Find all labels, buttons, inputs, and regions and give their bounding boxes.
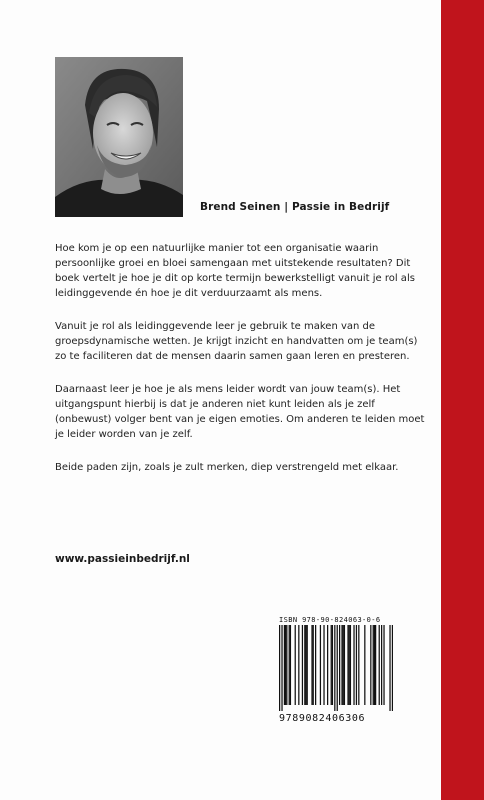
- barcode-bar: [332, 625, 333, 705]
- red-spine: [441, 0, 484, 800]
- author-photo: [55, 57, 183, 217]
- barcode-bar: [392, 625, 393, 711]
- author-name: Brend Seinen | Passie in Bedrijf: [200, 201, 390, 213]
- barcode-bar: [389, 625, 390, 711]
- blurb-paragraph-3: Daarnaast leer je hoe je als mens leider wordt van jouw team(s). Het uitgangspunt hierbij is dat je anderen niet kunt leiden als je zelf (onbewust) volger bent van je eigen emoties. Om anderen te leiden moet je leider worden van je zelf.: [55, 384, 425, 440]
- barcode-bar: [286, 625, 287, 705]
- barcode-bar: [320, 625, 321, 705]
- barcode-bar: [350, 625, 351, 705]
- barcode-bar: [353, 625, 354, 705]
- barcode-bar: [305, 625, 306, 705]
- barcode-bar: [370, 625, 371, 705]
- barcode-bar: [356, 625, 357, 705]
- barcode-bar: [358, 625, 359, 705]
- barcode-bar: [349, 625, 350, 705]
- barcode-bar: [383, 625, 384, 705]
- barcode-bar: [284, 625, 285, 705]
- barcode-bar: [298, 625, 299, 705]
- blurb-text: [55, 241, 427, 493]
- barcode-bar: [323, 625, 324, 705]
- barcode-bar: [373, 625, 374, 705]
- barcode-bar: [302, 625, 303, 705]
- barcode-digits: 9789082406306: [279, 713, 366, 724]
- barcode-bar: [315, 625, 316, 705]
- isbn-barcode: [279, 615, 393, 729]
- barcode-bar: [375, 625, 376, 705]
- barcode-bar: [281, 625, 282, 711]
- blurb-paragraph-2: Vanuit je rol als leidinggevende leer je gebruik te maken van de groepsdynamische wetten. Je krijgt inzicht en handvatten om je team(s) zo te faciliteren dat de mensen daarin samen gaan leren en presteren.: [55, 321, 418, 362]
- barcode-bar: [334, 625, 335, 711]
- barcode-bar: [347, 625, 348, 705]
- barcode-bar: [364, 625, 365, 705]
- barcode-bar: [343, 625, 344, 705]
- barcode-bar: [290, 625, 291, 705]
- barcode-bar: [381, 625, 382, 705]
- barcode-bar: [374, 625, 375, 705]
- barcode-bar: [295, 625, 296, 705]
- barcode-bar: [313, 625, 314, 705]
- barcode-bar: [307, 625, 308, 705]
- blurb-paragraph-4: Beide paden zijn, zoals je zult merken, diep verstrengeld met elkaar.: [55, 462, 399, 473]
- barcode-bar: [279, 625, 280, 711]
- barcode-bar: [331, 625, 332, 705]
- barcode-bar: [337, 625, 338, 711]
- blurb-paragraph-1: Hoe kom je op een natuurlijke manier tot een organisatie waarin persoonlijke groei en bloei samengaan met uitstekende resultaten? Dit boek vertelt je hoe je dit op korte termijn bewerkstelligt vanuit je rol als leidinggevende én hoe je dit verduurzaamt als mens.: [55, 243, 415, 299]
- barcode-bars: [279, 625, 393, 711]
- barcode-bar: [339, 625, 340, 705]
- barcode-bar: [344, 625, 345, 705]
- barcode-bar: [285, 625, 286, 705]
- barcode-bar: [327, 625, 328, 705]
- barcode-bar: [304, 625, 305, 705]
- barcode-bar: [311, 625, 312, 705]
- barcode-bar: [289, 625, 290, 705]
- barcode-bar: [341, 625, 342, 705]
- website-link[interactable]: www.passieinbedrijf.nl: [55, 553, 190, 565]
- isbn-label: ISBN 978-90-824063-0-6: [279, 616, 381, 624]
- barcode-bar: [379, 625, 380, 705]
